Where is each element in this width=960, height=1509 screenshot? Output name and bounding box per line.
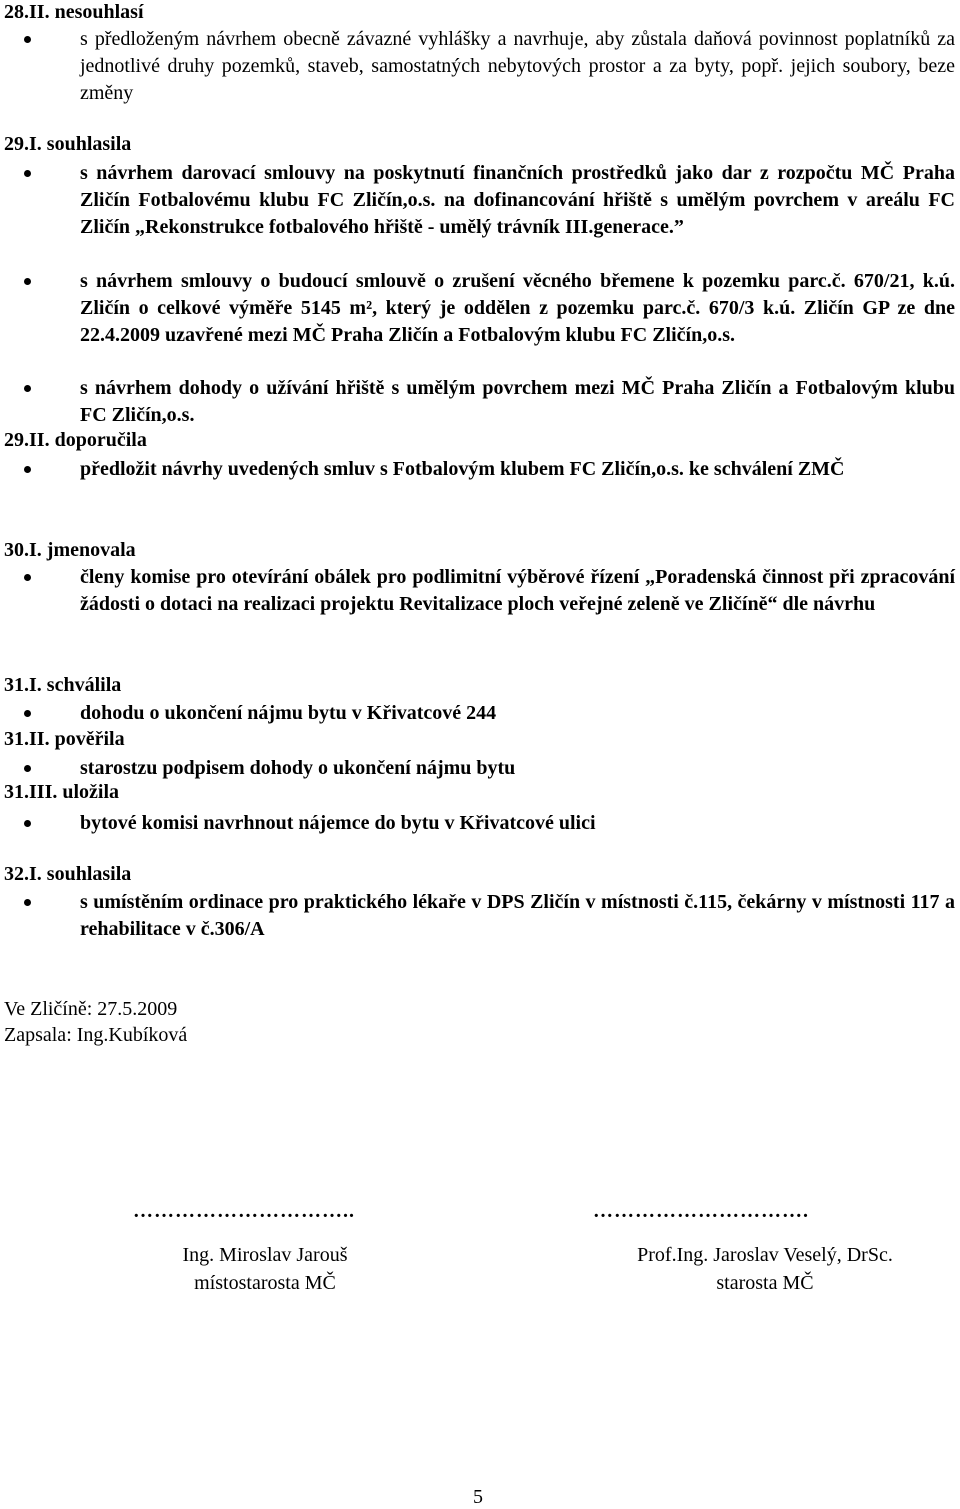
section-number: 31.I. [4,674,42,696]
signatory-name: Prof.Ing. Jaroslav Veselý, DrSc. [637,1244,893,1266]
section-verb: souhlasila [46,863,132,885]
section-verb: schválila [46,674,122,696]
section-number: 31.II. [4,728,50,750]
bullet-icon [24,36,31,43]
recorder: Zapsala: Ing.Kubíková [4,1024,188,1046]
section-header-31-II [4,727,125,751]
bullet-icon [24,710,31,717]
section-verb: souhlasila [46,133,132,155]
item-text: předložit návrhy uvedených smluv s Fotbalovým klubem FC Zličín,o.s. ke schválení ZMČ [80,458,845,480]
section-number: 28.II. [4,1,50,23]
section-header-31-I [4,673,121,697]
list-item [80,268,955,349]
section-number: 30.I. [4,539,42,561]
signature-line-left: ………………………….. [133,1200,355,1222]
section-verb: uložila [62,781,120,803]
signatory-role: místostarosta MČ [194,1272,336,1294]
list-item [80,700,955,727]
page-number: 5 [473,1486,483,1508]
section-header-28-II [4,0,144,24]
place-date: Ve Zličíně: 27.5.2009 [4,998,178,1020]
section-verb: jmenovala [46,539,136,561]
section-header-30-I [4,538,136,562]
signature-left [140,1241,390,1297]
list-item [80,810,955,837]
bullet-icon [24,385,31,392]
bullet-icon [24,466,31,473]
item-text: bytové komisi navrhnout nájemce do bytu v Křivatcové ulici [80,812,596,834]
bullet-icon [24,574,31,581]
signature-right [595,1241,935,1297]
section-header-32-I [4,862,131,886]
list-item [80,375,955,429]
section-number: 31.III. [4,781,58,803]
list-item [80,160,955,241]
signature-line-right: …………………………. [593,1200,809,1222]
list-item [80,564,955,618]
item-text: s umístěním ordinace pro praktického lékaře v DPS Zličín v místnosti č.115, čekárny v místnosti 117 a rehabilitace v č.306/A [80,891,955,940]
section-header-31-III [4,780,119,804]
section-verb: pověřila [54,728,125,750]
section-number: 29.II. [4,429,50,451]
item-text: s návrhem dohody o užívání hřiště s umělým povrchem mezi MČ Praha Zličín a Fotbalovým klubu FC Zličín,o.s. [80,377,955,426]
signatory-name: Ing. Miroslav Jarouš [182,1244,348,1266]
item-text: členy komise pro otevírání obálek pro podlimitní výběrové řízení „Poradenská činnost při zpracování žádosti o dotaci na realizaci projektu Revitalizace ploch veřejné zeleně ve Zličíně“ dle návrhu [80,566,955,615]
bullet-icon [24,820,31,827]
section-number: 29.I. [4,133,42,155]
bullet-icon [24,899,31,906]
section-header-29-I [4,132,131,156]
item-text: s návrhem smlouvy o budoucí smlouvě o zrušení věcného břemene k pozemku parc.č. 670/21, k.ú. Zličín o celkové výměře 5145 m², který je oddělen z pozemku parc.č. 670/3 k.ú. Zličín GP ze dne 22.4.2009 uzavřené mezi MČ Praha Zličín a Fotbalovým klubu FC Zličín,o.s. [80,270,955,346]
item-text: s předloženým návrhem obecně závazné vyhlášky a navrhuje, aby zůstala daňová povinnost poplatníků za jednotlivé druhy pozemků, staveb, samostatných nebytových prostor a za byty, popř. jejich soubory, beze změny [80,28,955,104]
item-text: starostzu podpisem dohody o ukončení nájmu bytu [80,757,516,779]
list-item [80,755,955,782]
item-text: s návrhem darovací smlouvy na poskytnutí finančních prostředků jako dar z rozpočtu MČ Praha Zličín Fotbalovému klubu FC Zličín,o.s. na dofinancování hřiště s umělým povrchem v areálu FC Zličín „Rekonstrukce fotbalového hřiště - umělý trávník III.generace.” [80,162,955,238]
section-verb: doporučila [54,429,147,451]
section-header-29-II [4,428,147,452]
list-item [80,26,955,107]
list-item [80,889,955,943]
list-item [80,456,955,483]
section-verb: nesouhlasí [54,1,144,23]
bullet-icon [24,765,31,772]
item-text: dohodu o ukončení nájmu bytu v Křivatcové 244 [80,702,497,724]
section-number: 32.I. [4,863,42,885]
bullet-icon [24,278,31,285]
signatory-role: starosta MČ [716,1272,814,1294]
bullet-icon [24,170,31,177]
